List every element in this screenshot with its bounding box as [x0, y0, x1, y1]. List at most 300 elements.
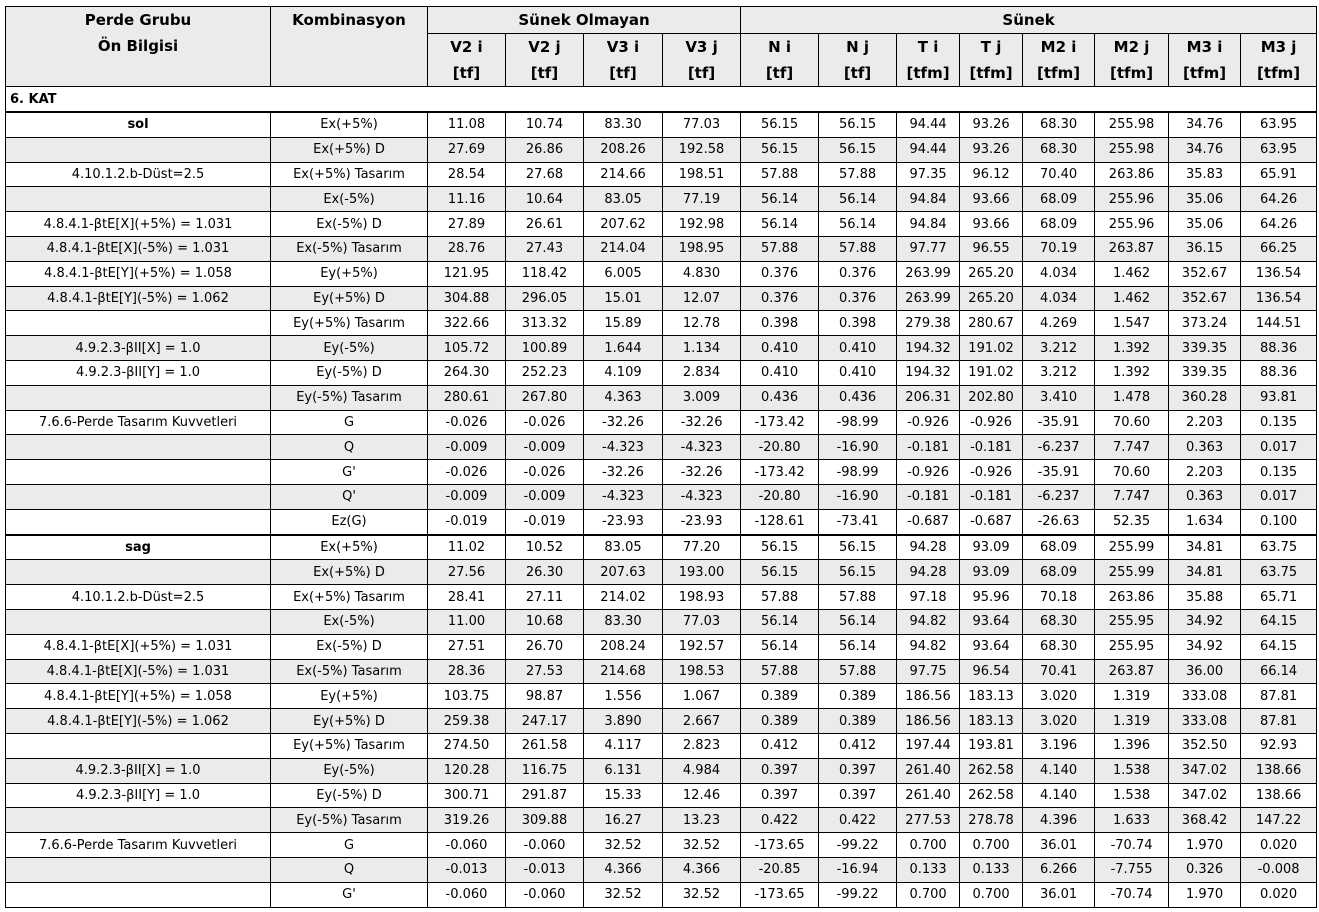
- value-cell: -32.26: [663, 410, 741, 435]
- info-label-cell: [6, 460, 271, 485]
- value-cell: 3.009: [663, 385, 741, 410]
- value-cell: 97.35: [897, 162, 960, 187]
- info-label-cell: [6, 509, 271, 534]
- value-cell: -35.91: [1023, 460, 1095, 485]
- value-cell: 333.08: [1169, 684, 1241, 709]
- table-row: [6, 709, 1317, 734]
- value-cell: 278.78: [960, 808, 1023, 833]
- value-cell: 27.69: [428, 137, 506, 162]
- value-cell: 6.131: [584, 758, 663, 783]
- value-cell: 4.034: [1023, 261, 1095, 286]
- value-cell: 12.78: [663, 311, 741, 336]
- value-cell: 56.15: [819, 137, 897, 162]
- value-cell: 2.203: [1169, 410, 1241, 435]
- value-cell: 263.87: [1095, 659, 1169, 684]
- value-cell: 333.08: [1169, 709, 1241, 734]
- value-cell: -4.323: [584, 435, 663, 460]
- value-cell: -0.060: [428, 882, 506, 907]
- value-cell: 63.95: [1241, 112, 1317, 137]
- value-cell: 198.53: [663, 659, 741, 684]
- value-cell: 0.133: [960, 857, 1023, 882]
- table-row: [6, 659, 1317, 684]
- value-cell: 313.32: [506, 311, 584, 336]
- value-cell: 66.14: [1241, 659, 1317, 684]
- value-cell: -173.42: [741, 460, 819, 485]
- value-cell: 136.54: [1241, 261, 1317, 286]
- table-row: [6, 261, 1317, 286]
- value-cell: -73.41: [819, 509, 897, 534]
- value-cell: 93.26: [960, 137, 1023, 162]
- table-row: [6, 535, 1317, 560]
- info-label-cell: 4.9.2.3-βII[Y] = 1.0: [6, 360, 271, 385]
- value-cell: -173.65: [741, 833, 819, 858]
- value-cell: 0.389: [819, 709, 897, 734]
- value-cell: -99.22: [819, 833, 897, 858]
- value-cell: 207.63: [584, 560, 663, 585]
- value-cell: 94.44: [897, 112, 960, 137]
- value-cell: 56.14: [741, 187, 819, 212]
- value-cell: 97.18: [897, 585, 960, 610]
- table-row: [6, 882, 1317, 907]
- value-cell: 262.58: [960, 758, 1023, 783]
- value-cell: -0.926: [960, 410, 1023, 435]
- value-cell: 4.830: [663, 261, 741, 286]
- value-cell: 3.890: [584, 709, 663, 734]
- value-cell: 0.410: [819, 336, 897, 361]
- value-cell: 121.95: [428, 261, 506, 286]
- table-row: [6, 385, 1317, 410]
- value-cell: 36.00: [1169, 659, 1241, 684]
- value-cell: 36.15: [1169, 236, 1241, 261]
- value-cell: 309.88: [506, 808, 584, 833]
- table-row: [6, 808, 1317, 833]
- table-row: [6, 236, 1317, 261]
- column-header-name: N j: [846, 38, 869, 56]
- value-cell: 280.67: [960, 311, 1023, 336]
- value-cell: 96.54: [960, 659, 1023, 684]
- combination-cell: G': [271, 460, 428, 485]
- value-cell: 1.634: [1169, 509, 1241, 534]
- value-cell: 28.36: [428, 659, 506, 684]
- value-cell: -0.026: [506, 410, 584, 435]
- info-label-cell: [6, 882, 271, 907]
- table-row: [6, 857, 1317, 882]
- value-cell: 280.61: [428, 385, 506, 410]
- info-label-cell: 4.8.4.1-βtE[X](-5%) = 1.031: [6, 659, 271, 684]
- value-cell: 1.067: [663, 684, 741, 709]
- value-cell: 6.266: [1023, 857, 1095, 882]
- value-cell: 373.24: [1169, 311, 1241, 336]
- table-row: [6, 460, 1317, 485]
- info-label-cell: [6, 137, 271, 162]
- value-cell: 1.644: [584, 336, 663, 361]
- value-cell: 1.319: [1095, 684, 1169, 709]
- perde-grubu-line2: Ön Bilgisi: [97, 37, 179, 55]
- value-cell: -0.060: [428, 833, 506, 858]
- value-cell: -32.26: [584, 460, 663, 485]
- value-cell: 57.88: [741, 162, 819, 187]
- value-cell: 15.89: [584, 311, 663, 336]
- table-row: [6, 112, 1317, 137]
- value-cell: 322.66: [428, 311, 506, 336]
- value-cell: 262.58: [960, 783, 1023, 808]
- value-cell: 0.398: [819, 311, 897, 336]
- value-cell: 214.66: [584, 162, 663, 187]
- value-cell: 56.15: [819, 560, 897, 585]
- value-cell: 0.389: [741, 684, 819, 709]
- value-cell: 56.15: [819, 535, 897, 560]
- value-cell: 4.366: [584, 857, 663, 882]
- value-cell: 263.99: [897, 261, 960, 286]
- value-cell: 77.03: [663, 609, 741, 634]
- column-header-name: M2 j: [1113, 38, 1150, 56]
- value-cell: 10.74: [506, 112, 584, 137]
- design-forces-table: [5, 6, 1317, 908]
- value-cell: 347.02: [1169, 758, 1241, 783]
- value-cell: 27.11: [506, 585, 584, 610]
- info-label-cell: 4.9.2.3-βII[Y] = 1.0: [6, 783, 271, 808]
- info-label-cell: 4.8.4.1-βtE[X](+5%) = 1.031: [6, 634, 271, 659]
- value-cell: 27.51: [428, 634, 506, 659]
- value-cell: 368.42: [1169, 808, 1241, 833]
- value-cell: 94.82: [897, 609, 960, 634]
- group-name-cell: sag: [6, 535, 271, 560]
- value-cell: 263.99: [897, 286, 960, 311]
- value-cell: 36.01: [1023, 882, 1095, 907]
- value-cell: 93.09: [960, 560, 1023, 585]
- column-header: [584, 34, 663, 87]
- value-cell: -16.90: [819, 484, 897, 509]
- value-cell: 4.396: [1023, 808, 1095, 833]
- value-cell: 144.51: [1241, 311, 1317, 336]
- value-cell: 0.422: [741, 808, 819, 833]
- table-row: [6, 336, 1317, 361]
- value-cell: 26.70: [506, 634, 584, 659]
- value-cell: 0.376: [741, 286, 819, 311]
- value-cell: 0.397: [741, 758, 819, 783]
- column-header-name: V2 j: [528, 38, 561, 56]
- value-cell: -20.80: [741, 435, 819, 460]
- value-cell: 56.14: [819, 609, 897, 634]
- value-cell: 64.15: [1241, 609, 1317, 634]
- section-title: 6. KAT: [6, 87, 1317, 113]
- group-name-cell: sol: [6, 112, 271, 137]
- value-cell: -0.060: [506, 833, 584, 858]
- combination-cell: Ey(-5%): [271, 758, 428, 783]
- value-cell: -98.99: [819, 410, 897, 435]
- value-cell: 277.53: [897, 808, 960, 833]
- info-label-cell: 4.8.4.1-βtE[Y](+5%) = 1.058: [6, 261, 271, 286]
- value-cell: -16.94: [819, 857, 897, 882]
- column-header: [1023, 34, 1095, 87]
- value-cell: -0.019: [428, 509, 506, 534]
- info-label-cell: [6, 484, 271, 509]
- value-cell: 4.117: [584, 733, 663, 758]
- value-cell: 34.76: [1169, 112, 1241, 137]
- column-header-name: V3 j: [685, 38, 718, 56]
- value-cell: 0.700: [960, 882, 1023, 907]
- value-cell: 1.970: [1169, 833, 1241, 858]
- sunek-header: Sünek: [741, 7, 1317, 34]
- value-cell: 0.017: [1241, 484, 1317, 509]
- value-cell: 56.15: [741, 535, 819, 560]
- value-cell: 100.89: [506, 336, 584, 361]
- combination-cell: Q: [271, 857, 428, 882]
- column-header-name: V2 i: [450, 38, 483, 56]
- table-row: [6, 758, 1317, 783]
- value-cell: 214.04: [584, 236, 663, 261]
- value-cell: 192.98: [663, 212, 741, 237]
- value-cell: 56.14: [741, 609, 819, 634]
- value-cell: 3.212: [1023, 336, 1095, 361]
- value-cell: 116.75: [506, 758, 584, 783]
- info-label-cell: [6, 435, 271, 460]
- kombinasyon-header: Kombinasyon: [271, 7, 428, 87]
- value-cell: 259.38: [428, 709, 506, 734]
- value-cell: 1.319: [1095, 709, 1169, 734]
- value-cell: 64.15: [1241, 634, 1317, 659]
- value-cell: 120.28: [428, 758, 506, 783]
- value-cell: -16.90: [819, 435, 897, 460]
- value-cell: 0.389: [741, 709, 819, 734]
- column-header-unit: [tfm]: [1183, 64, 1227, 82]
- combination-cell: Q: [271, 435, 428, 460]
- value-cell: 0.376: [741, 261, 819, 286]
- value-cell: 186.56: [897, 709, 960, 734]
- value-cell: 0.410: [741, 360, 819, 385]
- value-cell: -4.323: [584, 484, 663, 509]
- value-cell: 68.30: [1023, 137, 1095, 162]
- value-cell: 265.20: [960, 286, 1023, 311]
- value-cell: 77.19: [663, 187, 741, 212]
- combination-cell: Ex(+5%) D: [271, 560, 428, 585]
- value-cell: 1.538: [1095, 783, 1169, 808]
- value-cell: 206.31: [897, 385, 960, 410]
- value-cell: 198.95: [663, 236, 741, 261]
- table-row: [6, 484, 1317, 509]
- value-cell: -0.013: [428, 857, 506, 882]
- value-cell: -0.008: [1241, 857, 1317, 882]
- value-cell: 83.30: [584, 609, 663, 634]
- column-header-name: N i: [768, 38, 791, 56]
- value-cell: -0.009: [506, 435, 584, 460]
- value-cell: 339.35: [1169, 360, 1241, 385]
- value-cell: 255.98: [1095, 137, 1169, 162]
- value-cell: 118.42: [506, 261, 584, 286]
- value-cell: 2.823: [663, 733, 741, 758]
- value-cell: 214.68: [584, 659, 663, 684]
- value-cell: 12.07: [663, 286, 741, 311]
- column-header: [960, 34, 1023, 87]
- value-cell: 0.410: [741, 336, 819, 361]
- value-cell: -26.63: [1023, 509, 1095, 534]
- value-cell: -0.181: [960, 484, 1023, 509]
- combination-cell: Ey(+5%) Tasarım: [271, 733, 428, 758]
- value-cell: 198.93: [663, 585, 741, 610]
- table-row: [6, 634, 1317, 659]
- combination-cell: Ey(-5%) Tasarım: [271, 385, 428, 410]
- value-cell: 57.88: [819, 659, 897, 684]
- table-header: [6, 7, 1317, 87]
- table-row: [6, 187, 1317, 212]
- value-cell: 92.93: [1241, 733, 1317, 758]
- value-cell: 96.55: [960, 236, 1023, 261]
- value-cell: -70.74: [1095, 833, 1169, 858]
- value-cell: 0.410: [819, 360, 897, 385]
- value-cell: 0.700: [897, 833, 960, 858]
- value-cell: 4.140: [1023, 758, 1095, 783]
- combination-cell: Ex(+5%): [271, 112, 428, 137]
- info-label-cell: 4.9.2.3-βII[X] = 1.0: [6, 336, 271, 361]
- value-cell: 93.66: [960, 212, 1023, 237]
- value-cell: 32.52: [663, 833, 741, 858]
- info-label-cell: 7.6.6-Perde Tasarım Kuvvetleri: [6, 410, 271, 435]
- value-cell: 35.06: [1169, 212, 1241, 237]
- value-cell: 93.09: [960, 535, 1023, 560]
- value-cell: 300.71: [428, 783, 506, 808]
- value-cell: -0.926: [897, 460, 960, 485]
- value-cell: 70.19: [1023, 236, 1095, 261]
- value-cell: 34.81: [1169, 535, 1241, 560]
- value-cell: 2.834: [663, 360, 741, 385]
- value-cell: 1.392: [1095, 336, 1169, 361]
- value-cell: 208.24: [584, 634, 663, 659]
- value-cell: 0.376: [819, 286, 897, 311]
- value-cell: 94.28: [897, 535, 960, 560]
- value-cell: 95.96: [960, 585, 1023, 610]
- value-cell: 0.100: [1241, 509, 1317, 534]
- value-cell: 202.80: [960, 385, 1023, 410]
- value-cell: 339.35: [1169, 336, 1241, 361]
- value-cell: 304.88: [428, 286, 506, 311]
- value-cell: 191.02: [960, 360, 1023, 385]
- value-cell: -23.93: [584, 509, 663, 534]
- value-cell: 77.03: [663, 112, 741, 137]
- value-cell: 28.54: [428, 162, 506, 187]
- combination-cell: Ex(-5%): [271, 609, 428, 634]
- value-cell: 1.556: [584, 684, 663, 709]
- info-label-cell: [6, 560, 271, 585]
- value-cell: 34.76: [1169, 137, 1241, 162]
- value-cell: 0.020: [1241, 882, 1317, 907]
- combination-cell: Ex(+5%) Tasarım: [271, 585, 428, 610]
- info-label-cell: [6, 609, 271, 634]
- value-cell: 56.15: [819, 112, 897, 137]
- value-cell: -99.22: [819, 882, 897, 907]
- value-cell: 0.135: [1241, 410, 1317, 435]
- value-cell: 214.02: [584, 585, 663, 610]
- value-cell: -173.65: [741, 882, 819, 907]
- value-cell: 36.01: [1023, 833, 1095, 858]
- value-cell: 70.40: [1023, 162, 1095, 187]
- column-header-unit: [tfm]: [969, 64, 1013, 82]
- table-body: [6, 87, 1317, 908]
- value-cell: 35.06: [1169, 187, 1241, 212]
- value-cell: 255.95: [1095, 634, 1169, 659]
- value-cell: 0.363: [1169, 435, 1241, 460]
- value-cell: 27.68: [506, 162, 584, 187]
- column-header-unit: [tf]: [765, 64, 794, 82]
- value-cell: 3.020: [1023, 684, 1095, 709]
- value-cell: 4.984: [663, 758, 741, 783]
- value-cell: 197.44: [897, 733, 960, 758]
- info-label-cell: 4.9.2.3-βII[X] = 1.0: [6, 758, 271, 783]
- combination-cell: Ey(+5%) D: [271, 286, 428, 311]
- value-cell: 57.88: [741, 659, 819, 684]
- value-cell: 94.82: [897, 634, 960, 659]
- combination-cell: G: [271, 833, 428, 858]
- combination-cell: Ex(+5%) D: [271, 137, 428, 162]
- combination-cell: Ey(+5%): [271, 684, 428, 709]
- value-cell: 0.412: [741, 733, 819, 758]
- value-cell: 32.52: [663, 882, 741, 907]
- value-cell: 93.81: [1241, 385, 1317, 410]
- table-row: [6, 783, 1317, 808]
- value-cell: -0.009: [428, 484, 506, 509]
- value-cell: 1.462: [1095, 286, 1169, 311]
- value-cell: -6.237: [1023, 484, 1095, 509]
- value-cell: -0.013: [506, 857, 584, 882]
- value-cell: 3.410: [1023, 385, 1095, 410]
- value-cell: 97.77: [897, 236, 960, 261]
- info-label-cell: [6, 187, 271, 212]
- combination-cell: Ex(-5%) D: [271, 212, 428, 237]
- value-cell: 4.366: [663, 857, 741, 882]
- column-header-name: M3 i: [1186, 38, 1223, 56]
- value-cell: 0.397: [741, 783, 819, 808]
- value-cell: 56.14: [819, 187, 897, 212]
- value-cell: 4.034: [1023, 286, 1095, 311]
- value-cell: 93.66: [960, 187, 1023, 212]
- value-cell: 16.27: [584, 808, 663, 833]
- value-cell: 192.57: [663, 634, 741, 659]
- value-cell: 261.58: [506, 733, 584, 758]
- value-cell: 191.02: [960, 336, 1023, 361]
- value-cell: 65.91: [1241, 162, 1317, 187]
- combination-cell: Q': [271, 484, 428, 509]
- value-cell: 105.72: [428, 336, 506, 361]
- value-cell: 64.26: [1241, 187, 1317, 212]
- value-cell: 34.92: [1169, 609, 1241, 634]
- value-cell: 10.64: [506, 187, 584, 212]
- value-cell: 68.09: [1023, 535, 1095, 560]
- value-cell: 193.81: [960, 733, 1023, 758]
- table-row: [6, 311, 1317, 336]
- value-cell: 208.26: [584, 137, 663, 162]
- combination-cell: Ez(G): [271, 509, 428, 534]
- value-cell: 57.88: [741, 585, 819, 610]
- value-cell: 27.89: [428, 212, 506, 237]
- value-cell: 186.56: [897, 684, 960, 709]
- column-header-unit: [tf]: [452, 64, 481, 82]
- value-cell: 26.61: [506, 212, 584, 237]
- value-cell: 63.95: [1241, 137, 1317, 162]
- value-cell: 88.36: [1241, 336, 1317, 361]
- value-cell: 263.86: [1095, 162, 1169, 187]
- value-cell: 352.67: [1169, 261, 1241, 286]
- value-cell: -0.009: [506, 484, 584, 509]
- value-cell: 264.30: [428, 360, 506, 385]
- value-cell: 147.22: [1241, 808, 1317, 833]
- combination-cell: Ey(-5%): [271, 336, 428, 361]
- column-header-unit: [tfm]: [1037, 64, 1081, 82]
- value-cell: 56.14: [741, 212, 819, 237]
- value-cell: 360.28: [1169, 385, 1241, 410]
- value-cell: 255.96: [1095, 212, 1169, 237]
- value-cell: 27.56: [428, 560, 506, 585]
- table-row: [6, 560, 1317, 585]
- value-cell: -7.755: [1095, 857, 1169, 882]
